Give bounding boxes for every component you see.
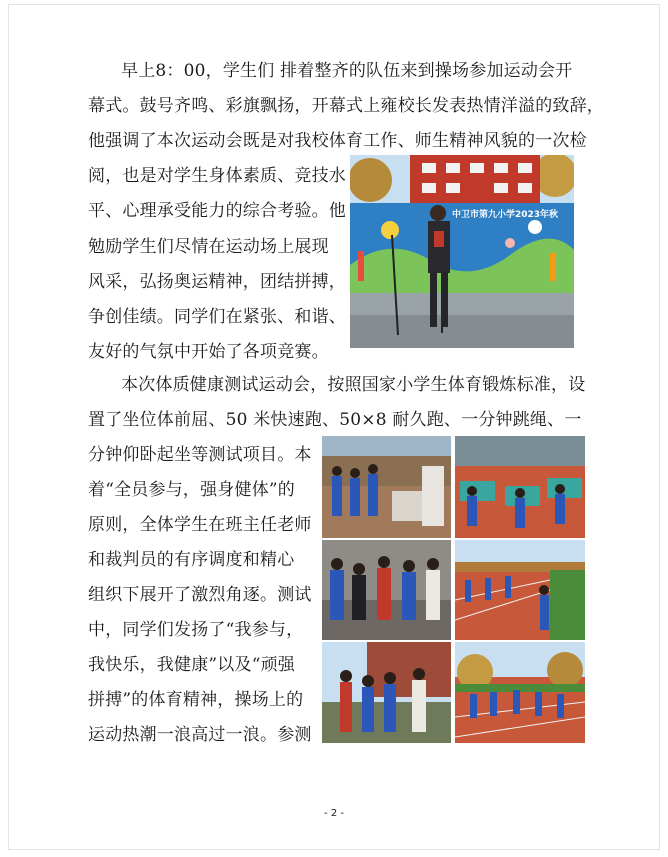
p1-line-7: 风采，弘扬奥运精神，团结拼搏，: [88, 272, 346, 292]
photo-sit-and-reach: [322, 436, 451, 538]
p1-line-1: 早上8：00，学生们 排着整齐的队伍来到操场参加运动会开: [121, 61, 573, 81]
p1-line-2: 幕式。鼓号齐鸣、彩旗飘扬，开幕式上雍校长发表热情洋溢的致辞，: [88, 96, 604, 116]
p1-line-8: 争创佳绩。同学们在紧张、和谐、: [88, 307, 346, 327]
p2-line-2: 置了坐位体前屈、50 米快速跑、50×8 耐久跑、一分钟跳绳、一: [88, 410, 582, 430]
p2-line-1: 本次体质健康测试运动会，按照国家小学生体育锻炼标准，设: [121, 375, 586, 395]
photo-jump-rope: [322, 642, 451, 743]
photo-principal-speech: [350, 155, 574, 348]
p1-line-5: 平、心理承受能力的综合考验。他: [88, 201, 346, 221]
p1-line-9: 友好的气氛中开始了各项竞赛。: [88, 342, 329, 362]
p2-line-6: 和裁判员的有序调度和精心: [88, 550, 295, 570]
p1-line-4: 阅，也是对学生身体素质、竞技水: [88, 166, 346, 186]
p2-line-11: 运动热潮一浪高过一浪。参测: [88, 725, 312, 745]
photo-relay-race: [455, 642, 585, 743]
p2-line-3: 分钟仰卧起坐等测试项目。本: [88, 445, 312, 465]
photo-situps: [455, 436, 585, 538]
speech-banner-text: 中卫市第九小学2023年秋: [452, 210, 559, 220]
p2-line-8: 中，同学们发扬了“我参与，: [88, 620, 304, 640]
p1-line-6: 勉励学生们尽情在运动场上展现: [88, 237, 329, 257]
photo-running-track: [455, 540, 585, 640]
p2-line-9: 我快乐，我健康”以及“顽强: [88, 655, 295, 675]
photo-measurement: [322, 540, 451, 640]
p2-line-4: 着“全员参与，强身健体”的: [88, 480, 295, 500]
p2-line-5: 原则，全体学生在班主任老师: [88, 515, 312, 535]
p2-line-7: 组织下展开了激烈角逐。测试: [88, 585, 312, 605]
p2-line-10: 拼搏”的体育精神，操场上的: [88, 690, 304, 710]
page-number: - 2 -: [324, 808, 344, 819]
p1-line-3: 他强调了本次运动会既是对我校体育工作、师生精神风貌的一次检: [88, 131, 587, 151]
